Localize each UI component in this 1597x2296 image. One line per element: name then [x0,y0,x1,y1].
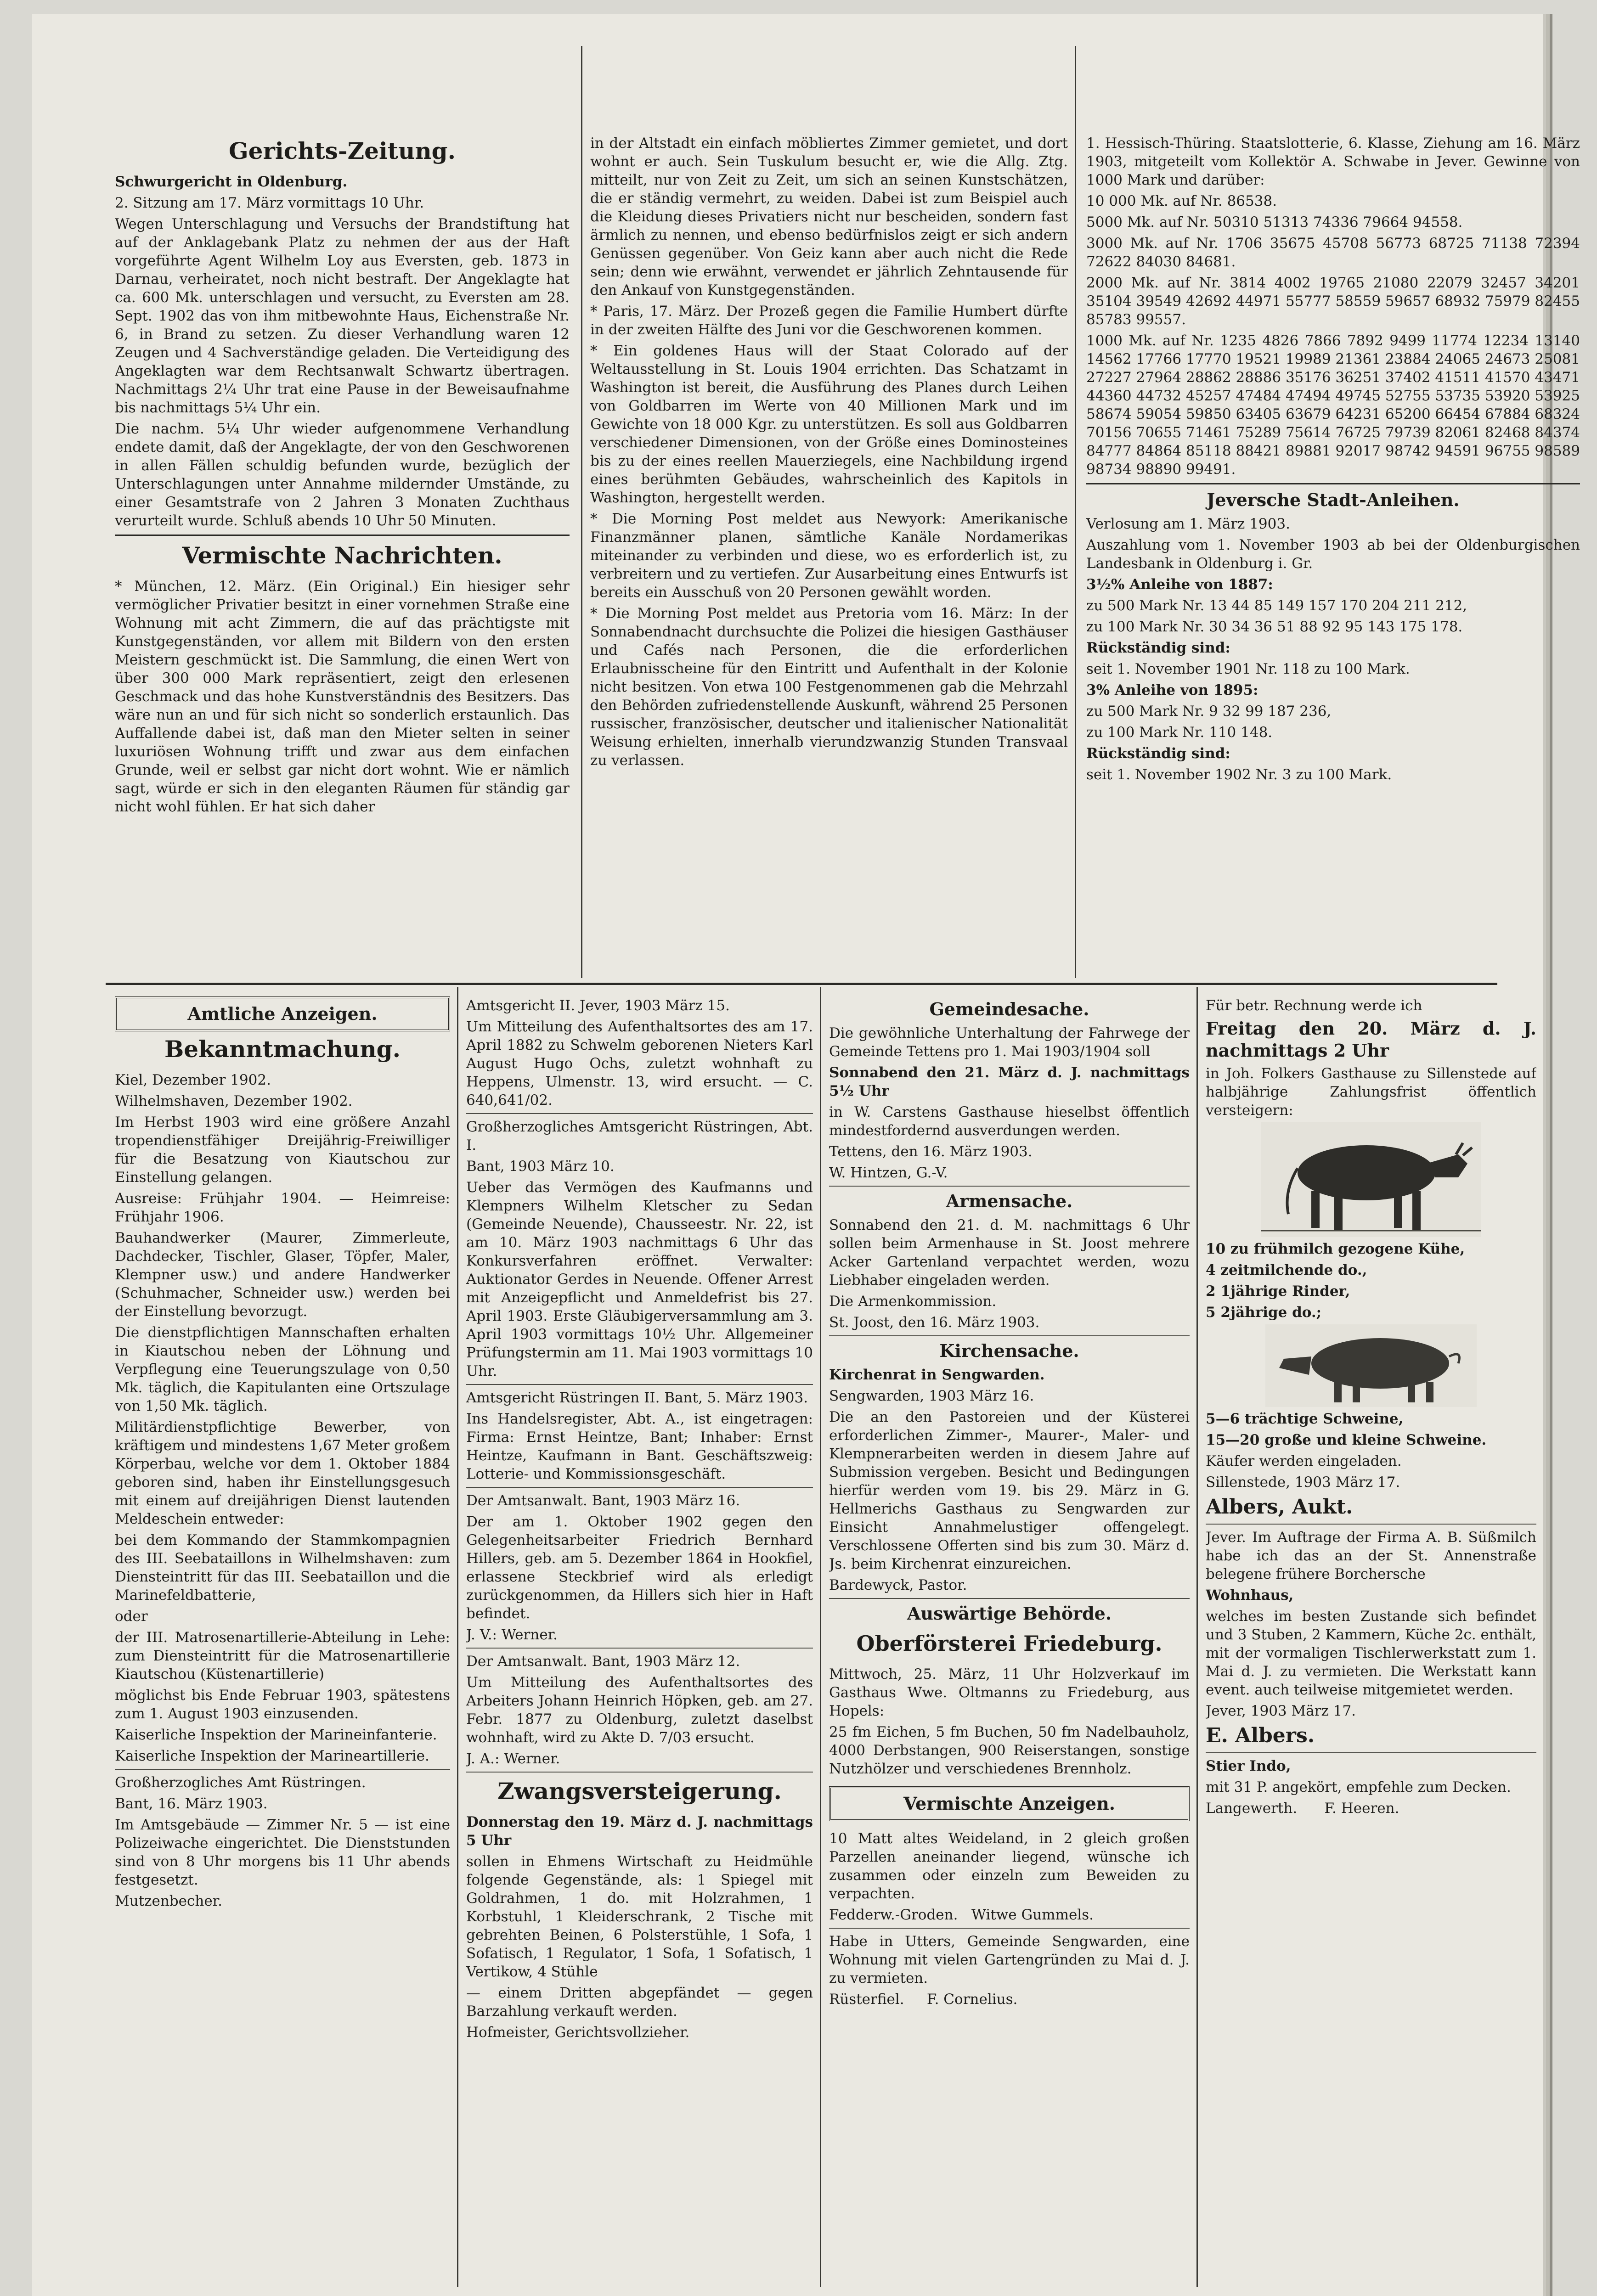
ad-signature [829,1990,1190,2009]
news-paragraph: * Paris, 17. März. Der Prozeß gegen die Familie Humbert dürfte in der zweiten Hälfte des Juni vor die Geschworenen kommen. [590,303,1068,338]
ad-signature-place: Rüsterfiel. [829,1991,904,2008]
divider [829,1928,1190,1929]
external-authority-heading: Auswärtige Behörde. [907,1603,1112,1624]
auction-signature: Hofmeister, Gerichtsvollzieher. [466,2024,690,2041]
bull-ad-paragraph: mit 31 P. angekört, empfehle zum Decken. [1206,1779,1511,1795]
section-rule [106,983,1497,985]
notice-paragraph: Bauhandwerker (Maurer, Zimmerleute, Dachdecker, Tischler, Glaser, Töpfer, Maler, Klempner usw.) und andere Handwerker (Schuhmacher, Schneider usw.) werden bei der Einstellung bevorzugt. [115,1230,450,1320]
outstanding-heading: Rückständig sind: [1086,640,1230,656]
auction-date: Freitag den 20. März d. J. nachmittags 2 Uhr [1206,1018,1536,1061]
loans-heading: Jeversche Stadt-Anleihen. [1207,490,1460,510]
court-heading: Gerichts-Zeitung. [228,137,456,164]
lottery-row: 2000 Mk. auf Nr. 3814 4002 19765 21080 22079 32457 34201 35104 39549 42692 44971 55777 58559 59657 68932 75979 82455 85783 99557. [1086,275,1580,328]
bull-ad-heading: Stier Indo, [1206,1758,1291,1774]
divider [1206,1752,1536,1753]
house-ad-heading: Wohnhaus, [1206,1587,1294,1604]
pig-illustration [1265,1324,1477,1407]
notice-signature: J. V.: Werner. [466,1626,558,1643]
lottery-intro: 1. Hessisch-Thüring. Staatslotterie, 6. Klasse, Ziehung am 16. März 1903, mitgeteilt vom Kollektör A. Schwabe in Jever. Gewinne von 1000 Mark und darüber: [1086,135,1580,188]
office-signature: Mutzenbecher. [115,1893,222,1909]
divider [1206,1524,1536,1525]
notice-paragraph: oder [115,1608,148,1625]
column-rule [820,987,821,2287]
notice-signature: J. A.: Werner. [466,1750,560,1767]
divider [115,1769,450,1770]
column-official-notices [115,996,450,2287]
cow-illustration [1261,1122,1481,1237]
loan-1887-heading: 3½% Anleihe von 1887: [1086,576,1273,593]
loan-row: zu 100 Mark Nr. 110 148. [1086,724,1273,741]
divider [466,1384,813,1385]
column-court-notices [466,996,813,2287]
notice-paragraph: Militärdienstpflichtige Bewerber, von kräftigem und mindestens 1,67 Meter großem Körperbau, welche vor dem 1. Oktober 1884 geboren sind, haben ihr Einstellungsgesuch mit einem auf dreijährigen Dienst lautenden Meldeschein entweder: [115,1419,450,1527]
misc-ads-heading: Vermischte Anzeigen. [903,1793,1115,1814]
newspaper-page [32,14,1580,2296]
outstanding-row: seit 1. November 1902 Nr. 3 zu 100 Mark. [1086,766,1392,783]
court-paragraph: Die nachm. 5¼ Uhr wieder aufgenommene Verhandlung endete damit, daß der Angeklagte, der von den Geschworenen in allen Fällen schuldig befunden wurde, bezüglich der Unterschlagungen unter Annahme mildernder Umstände, zu einer Gesamtstrafe von 2 Jahren 3 Monaten Zuchthaus verurteilt wurde. Schluß abends 10 Uhr 50 Minuten. [115,421,570,529]
loans-paragraph: Auszahlung vom 1. November 1903 ab bei der Oldenburgischen Landesbank in Oldenburg i. Gr. [1086,537,1580,572]
notice-head: Der Amtsanwalt. Bant, 1903 März 12. [466,1653,740,1670]
auction-paragraph: — einem Dritten abgepfändet — gegen Barzahlung verkauft werden. [466,1985,813,2020]
notice-paragraph: der III. Matrosenartillerie-Abteilung in Lehe: zum Diensteintritt für die Matrosenartillerie Kiautschou (Küstenartillerie) [115,1629,450,1683]
outstanding-row: seit 1. November 1901 Nr. 118 zu 100 Mark. [1086,661,1410,677]
notice-paragraph: Im Herbst 1903 wird eine größere Anzahl tropendienstfähiger Dreijährig-Freiwilliger für die Besatzung von Kiautschou zur Einstellung gelangen. [115,1114,450,1186]
auction-paragraph: in Joh. Folkers Gasthause zu Sillenstede auf halbjährige Zahlungsfrist öffentlich versteigern: [1206,1065,1536,1119]
official-ads-heading: Amtliche Anzeigen. [187,1003,378,1024]
misc-ads-box [829,1786,1190,1821]
loan-row: zu 100 Mark Nr. 30 34 36 51 88 92 95 143 175 178. [1086,619,1463,635]
community-heading: Gemeindesache. [929,999,1089,1019]
court-name: Schwurgericht in Oldenburg. [115,174,348,190]
notice-paragraph: Um Mitteilung des Aufenthaltsortes des Arbeiters Johann Heinrich Höpken, geb. am 27. Febr. 1877 zu Oldenburg, zuletzt daselbst wohnhaft, wird zu Akte D. 7/03 ersucht. [466,1674,813,1746]
house-ad-paragraph: Jever. Im Auftrage der Firma A. B. Süßmilch habe ich das an der St. Annenstraße belegene frühere Borchersche [1206,1529,1536,1582]
column-private-ads [1206,996,1536,2287]
notice-signature: Die Armenkommission. [829,1293,997,1310]
auctioneer-signature: Albers, Aukt. [1206,1495,1353,1519]
livestock-line: 15—20 große und kleine Schweine. [1206,1432,1487,1448]
buyers-invited: Käufer werden eingeladen. [1206,1453,1402,1469]
lottery-row: 10 000 Mk. auf Nr. 86538. [1086,193,1277,209]
notice-paragraph: in W. Carstens Gasthause hieselbst öffentlich mindestfordernd ausverdungen werden. [829,1104,1190,1139]
poor-relief-heading: Armensache. [946,1191,1073,1211]
ad-signature-name: Witwe Gummels. [971,1907,1094,1923]
divider [829,1335,1190,1336]
auction-place-date: Sillenstede, 1903 März 17. [1206,1474,1400,1491]
news-paragraph: * München, 12. März. (Ein Original.) Ein hiesiger sehr vermöglicher Privatier besitzt in einer vornehmen Straße eine Wohnung mit acht Zimmern, die auf das prächtigste mit Kunstgegenständen, vor allem mit Bildern von den ersten Meistern geschmückt ist. Die Sammlung, die einen Wert von über 300 000 Mark repräsentiert, zeigt den erlesenen Geschmack und das hohe Kunstverständnis des Besitzers. Das wäre nun an und für sich nicht so sonderlich erstaunlich. Das Auffallende dabei ist, daß man den Mieter selten in seiner luxuriösen Wohnung trifft und zwar aus dem einfachen Grunde, weil er selbst gar nicht dort wohnt. Wie er nämlich sagt, würde er sich in den eleganten Räumen für ständig gar nicht wohl fühlen. Er hat sich daher [115,578,570,815]
notice-paragraph: Ausreise: Frühjahr 1904. — Heimreise: Frühjahr 1906. [115,1190,450,1225]
ad-signature-place: Fedderw.-Groden. [829,1907,958,1923]
livestock-line: 5 2jährige do.; [1206,1304,1322,1321]
news-paragraph: in der Altstadt ein einfach möbliertes Zimmer gemietet, und dort wohnt er auch. Sein Tuskulum besucht er, wie die Allg. Ztg. mitteilt, nur von Zeit zu Zeit, um sich an seinen Kunstschätzen, die er ständig vermehrt, zu weiden. Dabei ist zum Beispiel auch die Kleidung dieses Privatiers nicht nur bescheiden, sondern fast ärmlich zu nennen, und ebenso bedürfnislos zeigt er sich andern Genüssen gegenüber. Von Geiz kann aber auch nicht die Rede sein; denn wie erwähnt, verwendet er jährlich Zehntausende für den Ankauf von Kunstgegenständen. [590,135,1068,298]
notice-paragraph: möglichst bis Ende Februar 1903, spätestens zum 1. August 1903 einzusenden. [115,1687,450,1722]
divider [1086,483,1580,484]
column-lottery-loans [1086,134,1580,979]
livestock-line: 10 zu frühmilch gezogene Kühe, [1206,1241,1465,1257]
court-paragraph: Wegen Unterschlagung und Versuchs der Brandstiftung hat auf der Anklagebank Platz zu nehmen der aus der Haft vorgeführte Agent Wilhelm Loy aus Eversten, geb. 1873 in Darnau, verheiratet, noch nicht bestraft. Der Angeklagte hat ca. 600 Mk. unterschlagen und versucht, zu Eversten am 28. Sept. 1902 das von ihm mitbewohnte Haus, Eichenstraße Nr. 6, in Brand zu setzen. Zu dieser Verhandlung waren 12 Zeugen und 4 Sachverständige geladen. Die Verteidigung des Angeklagten war dem Rechtsanwalt Schwartz übertragen. Nachmittags 2¼ Uhr trat eine Pause in der Beweisaufnahme bis nachmittags 5¼ Uhr ein. [115,216,570,416]
divider [829,1186,1190,1187]
notice-paragraph: Sonnabend den 21. d. M. nachmittags 6 Uhr sollen beim Armenhause in St. Joost mehrere Acker Gartenland verpachtet werden, wozu Liebhaber eingeladen werden. [829,1217,1190,1289]
office-date: Bant, 16. März 1903. [115,1795,268,1812]
ad-paragraph: Habe in Utters, Gemeinde Sengwarden, eine Wohnung mit vielen Gartengründen zu Mai d. J. zu vermieten. [829,1933,1190,1986]
house-ad-date: Jever, 1903 März 17. [1206,1703,1356,1719]
divider [466,1648,813,1649]
column-community-notices [829,996,1190,2287]
outstanding-heading: Rückständig sind: [1086,745,1230,762]
livestock-line: 2 1jährige Rinder, [1206,1283,1350,1300]
forestry-heading: Oberförsterei Friedeburg. [856,1631,1162,1656]
notice-paragraph: Ueber das Vermögen des Kaufmanns und Klempners Wilhelm Kletscher zu Sedan (Gemeinde Neuende), Chausseestr. Nr. 22, ist am 10. März 1903 nachmittags 6 Uhr das Konkursverfahren eröffnet. Verwalter: Auktionator Gerdes in Neuende. Offener Arrest mit Anzeigepflicht und Anmeldefrist bis 27. April 1903. Erste Gläubigerversammlung am 3. April 1903 vormittags 10½ Uhr. Allgemeiner Prüfungstermin am 11. Mai 1903 vormittags 10 Uhr. [466,1179,813,1379]
notice-head: Der Amtsanwalt. Bant, 1903 März 16. [466,1492,740,1509]
divider [115,535,570,536]
notice-head: Großherzogliches Amtsgericht Rüstringen, Abt. I. [466,1119,813,1154]
notice-paragraph: Der am 1. Oktober 1902 gegen den Gelegenheitsarbeiter Friedrich Bernhard Hillers, geb. am 5. Dezember 1864 in Hookfiel, erlassene Steckbrief wird als erledigt zurückgenommen, da Hillers sich hier in Haft befindet. [466,1514,813,1622]
notice-head: Kirchenrat in Sengwarden. [829,1367,1045,1383]
loan-row: zu 500 Mark Nr. 9 32 99 187 236, [1086,703,1332,720]
ad-paragraph: 10 Matt altes Weideland, in 2 gleich großen Parzellen aneinander liegend, wünsche ich zusammen oder einzeln zum Beweiden zu verpachten. [829,1830,1190,1902]
auction-paragraph: sollen in Ehmens Wirtschaft zu Heidmühle folgende Gegenstände, als: 1 Spiegel mit Goldrahmen, 1 do. mit Holzrahmen, 1 Korbstuhl, 1 Kleiderschrank, 2 Tische mit gebrehten Beinen, 6 Polsterstühle, 1 Sofa, 1 Sofatisch, 1 Regulator, 1 Sofa, 1 Sofatisch, 1 Vertikow, 4 Stühle [466,1853,813,1980]
bull-ad-name: F. Heeren. [1324,1800,1399,1817]
auction-intro: Für betr. Rechnung werde ich [1206,997,1422,1014]
livestock-line: 5—6 trächtige Schweine, [1206,1411,1404,1427]
place-date: Kiel, Dezember 1902. [115,1072,271,1088]
divider [466,1487,813,1488]
ad-signature-name: F. Cornelius. [926,1991,1018,2008]
notice-date: St. Joost, den 16. März 1903. [829,1314,1040,1331]
news-paragraph: * Die Morning Post meldet aus Pretoria vom 16. März: In der Sonnabendnacht durchsuchte die Polizei die hiesigen Gasthäuser und Cafés nach Personen, die die erforderlichen Erlaubnisscheine für den Eintritt und Aufenthalt in der Kolonie nicht besitzen. Von etwa 100 Festgenommenen gab die Mehrzahl den Behörden zufriedenstellende Auskunft, während 25 Personen russischer, französischer, deutscher und italienischer Nationalität Weisung erhielten, innerhalb vierundzwanzig Stunden Transvaal zu verlassen. [590,605,1068,769]
notice-date: Sengwarden, 1903 März 16. [829,1388,1034,1404]
notice-paragraph: Ins Handelsregister, Abt. A., ist eingetragen: Firma: Ernst Heintze, Bant; Inhaber: Ernst Heintze, Kaufmann in Bant. Geschäftszweig: Lotterie- und Kommissionsgeschäft. [466,1411,813,1482]
loans-subtitle: Verlosung am 1. März 1903. [1086,516,1290,532]
office-heading: Großherzogliches Amt Rüstringen. [115,1774,366,1791]
signature: Kaiserliche Inspektion der Marineinfanterie. [115,1727,437,1743]
house-ad-paragraph: welches im besten Zustande sich befindet und 3 Stuben, 2 Kammern, Küche 2c. enthält, mit der vormaligen Tischlerwerkstatt zum 1. Mai d. J. zu vermieten. Die Werkstatt kann event. auch teilweise mitgemietet werden. [1206,1608,1536,1698]
column-rule [1196,987,1198,2287]
lottery-row: 1000 Mk. auf Nr. 1235 4826 7866 7892 9499 11774 12234 13140 14562 17766 17770 19521 19989 21361 23884 24065 24673 25081 27227 27964 28862 28886 35176 36251 37402 41511 41570 43471 44360 44732 45257 47484 47494 49745 52755 53735 53920 53925 58674 59054 59850 63405 63679 64231 65200 66454 67884 68324 70156 70655 71461 75289 75614 76725 79739 82061 82468 84374 84777 84864 85118 88421 89881 92017 98742 94591 96755 98589 98734 98890 99491. [1086,332,1580,478]
column-rule [1075,46,1076,978]
divider [466,1113,813,1114]
lottery-row: 5000 Mk. auf Nr. 50310 51313 74336 79664 94558. [1086,214,1463,231]
notice-paragraph: Die an den Pastoreien und der Küsterei erforderlichen Zimmer-, Maurer-, Maler- und Klempnerarbeiten werden in diesem Jahre auf Submission vergeben. Besicht und Bedingungen hierfür werden vom 19. bis 29. März in G. Hellmerichs Gasthaus zu Sengwarden zur Einsicht Annahmelustiger offengelegt. Verschlossene Offerten sind bis zum 30. März d. Js. beim Kirchenrat einzureichen. [829,1409,1190,1572]
bull-ad-place: Langewerth. [1206,1800,1298,1817]
official-ads-box [115,996,450,1031]
misc-news-heading: Vermischte Nachrichten. [182,542,502,569]
livestock-line: 4 zeitmilchende do., [1206,1262,1367,1278]
loan-1895-heading: 3% Anleihe von 1895: [1086,682,1258,698]
notice-date: Sonnabend den 21. März d. J. nachmittags 5½ Uhr [829,1064,1190,1099]
ad-signature [829,1906,1190,1924]
column-rule [457,987,458,2287]
bull-ad-signature [1206,1799,1536,1818]
column-court-news [115,133,570,978]
loan-row: zu 500 Mark Nr. 13 44 85 149 157 170 204 211 212, [1086,597,1467,614]
divider [466,1772,813,1773]
notice-paragraph: Die gewöhnliche Unterhaltung der Fahrwege der Gemeinde Tettens pro 1. Mai 1903/1904 soll [829,1025,1190,1060]
announcement-heading: Bekanntmachung. [164,1035,401,1063]
notice-head: Amtsgericht II. Jever, 1903 März 15. [466,997,730,1014]
notice-paragraph: bei dem Kommando der Stammkompagnien des III. Seebataillons in Wilhelmshaven: zum Diensteintritt für das III. Seebataillon und die Marinefeldbatterie, [115,1532,450,1604]
auction-heading: Zwangsversteigerung. [497,1778,782,1805]
notice-signature: Tettens, den 16. März 1903. [829,1143,1033,1160]
notice-signature: Bardewyck, Pastor. [829,1577,967,1593]
column-rule [581,46,582,978]
divider [829,1598,1190,1599]
office-paragraph: Im Amtsgebäude — Zimmer Nr. 5 — ist eine Polizeiwache eingerichtet. Die Dienststunden sind von 8 Uhr morgens bis 11 Uhr abends festgesetzt. [115,1817,450,1888]
news-paragraph: * Die Morning Post meldet aus Newyork: Amerikanische Finanzmänner planen, sämtliche Kanäle Nordamerikas miteinander zu verbinden und diese, wo es erforderlich ist, zu verbreitern und zu vertiefen. Zur Ausarbeitung eines Entwurfs ist bereits ein Ausschuß von 20 Personen gewählt worden. [590,511,1068,601]
column-misc-news [590,134,1068,979]
court-sitting: 2. Sitzung am 17. März vormittags 10 Uhr. [115,195,424,211]
notice-date: Bant, 1903 März 10. [466,1158,615,1175]
signature: Kaiserliche Inspektion der Marineartillerie. [115,1748,429,1764]
lottery-row: 3000 Mk. auf Nr. 1706 35675 45708 56773 68725 71138 72394 72622 84030 84681. [1086,235,1580,270]
auction-date: Donnerstag den 19. März d. J. nachmittags 5 Uhr [466,1814,813,1849]
place-date: Wilhelmshaven, Dezember 1902. [115,1093,353,1109]
church-heading: Kirchensache. [939,1340,1079,1361]
notice-paragraph: Um Mitteilung des Aufenthaltsortes des am 17. April 1882 zu Schwelm geborenen Nieters Karl August Hugo Ochs, zuletzt wohnhaft zu Heppens, Ulmenstr. 13, wird ersucht. — C. 640,641/02. [466,1019,813,1109]
notice-head: Amtsgericht Rüstringen II. Bant, 5. März 1903. [466,1390,808,1406]
notice-paragraph: Die dienstpflichtigen Mannschaften erhalten in Kiautschou neben der Löhnung und Verpflegung eine Teuerungszulage von 0,50 Mk. täglich, die Kapitulanten eine Ortszulage von 1,50 Mk. täglich. [115,1324,450,1414]
news-paragraph: * Ein goldenes Haus will der Staat Colorado auf der Weltausstellung in St. Louis 1904 errichten. Das Schatzamt in Washington ist bereit, die Ausführung des Planes durch Leihen von Goldbarren im Werte von 40 Millionen Mark und im Gewichte von 18 000 Kgr. zu unterstützen. Es soll aus Goldbarren verschiedener Dimensionen, von der Größe eines Dominosteines bis zu der eines reellen Mauerziegels, eine Nachbildung irgend eines berühmten Gebäudes, wahrscheinlich des Kapitols in Washington, hergestellt werden. [590,343,1068,506]
notice-paragraph: Mittwoch, 25. März, 11 Uhr Holzverkauf im Gasthaus Wwe. Oltmanns zu Friedeburg, aus Hopels: [829,1666,1190,1719]
notice-signature: W. Hintzen, G.-V. [829,1165,948,1181]
house-ad-signature: E. Albers. [1206,1724,1315,1747]
notice-paragraph: 25 fm Eichen, 5 fm Buchen, 50 fm Nadelbauholz, 4000 Derbstangen, 900 Reiserstangen, sonstige Nutzhölzer und verschiedenes Brennholz. [829,1724,1190,1777]
